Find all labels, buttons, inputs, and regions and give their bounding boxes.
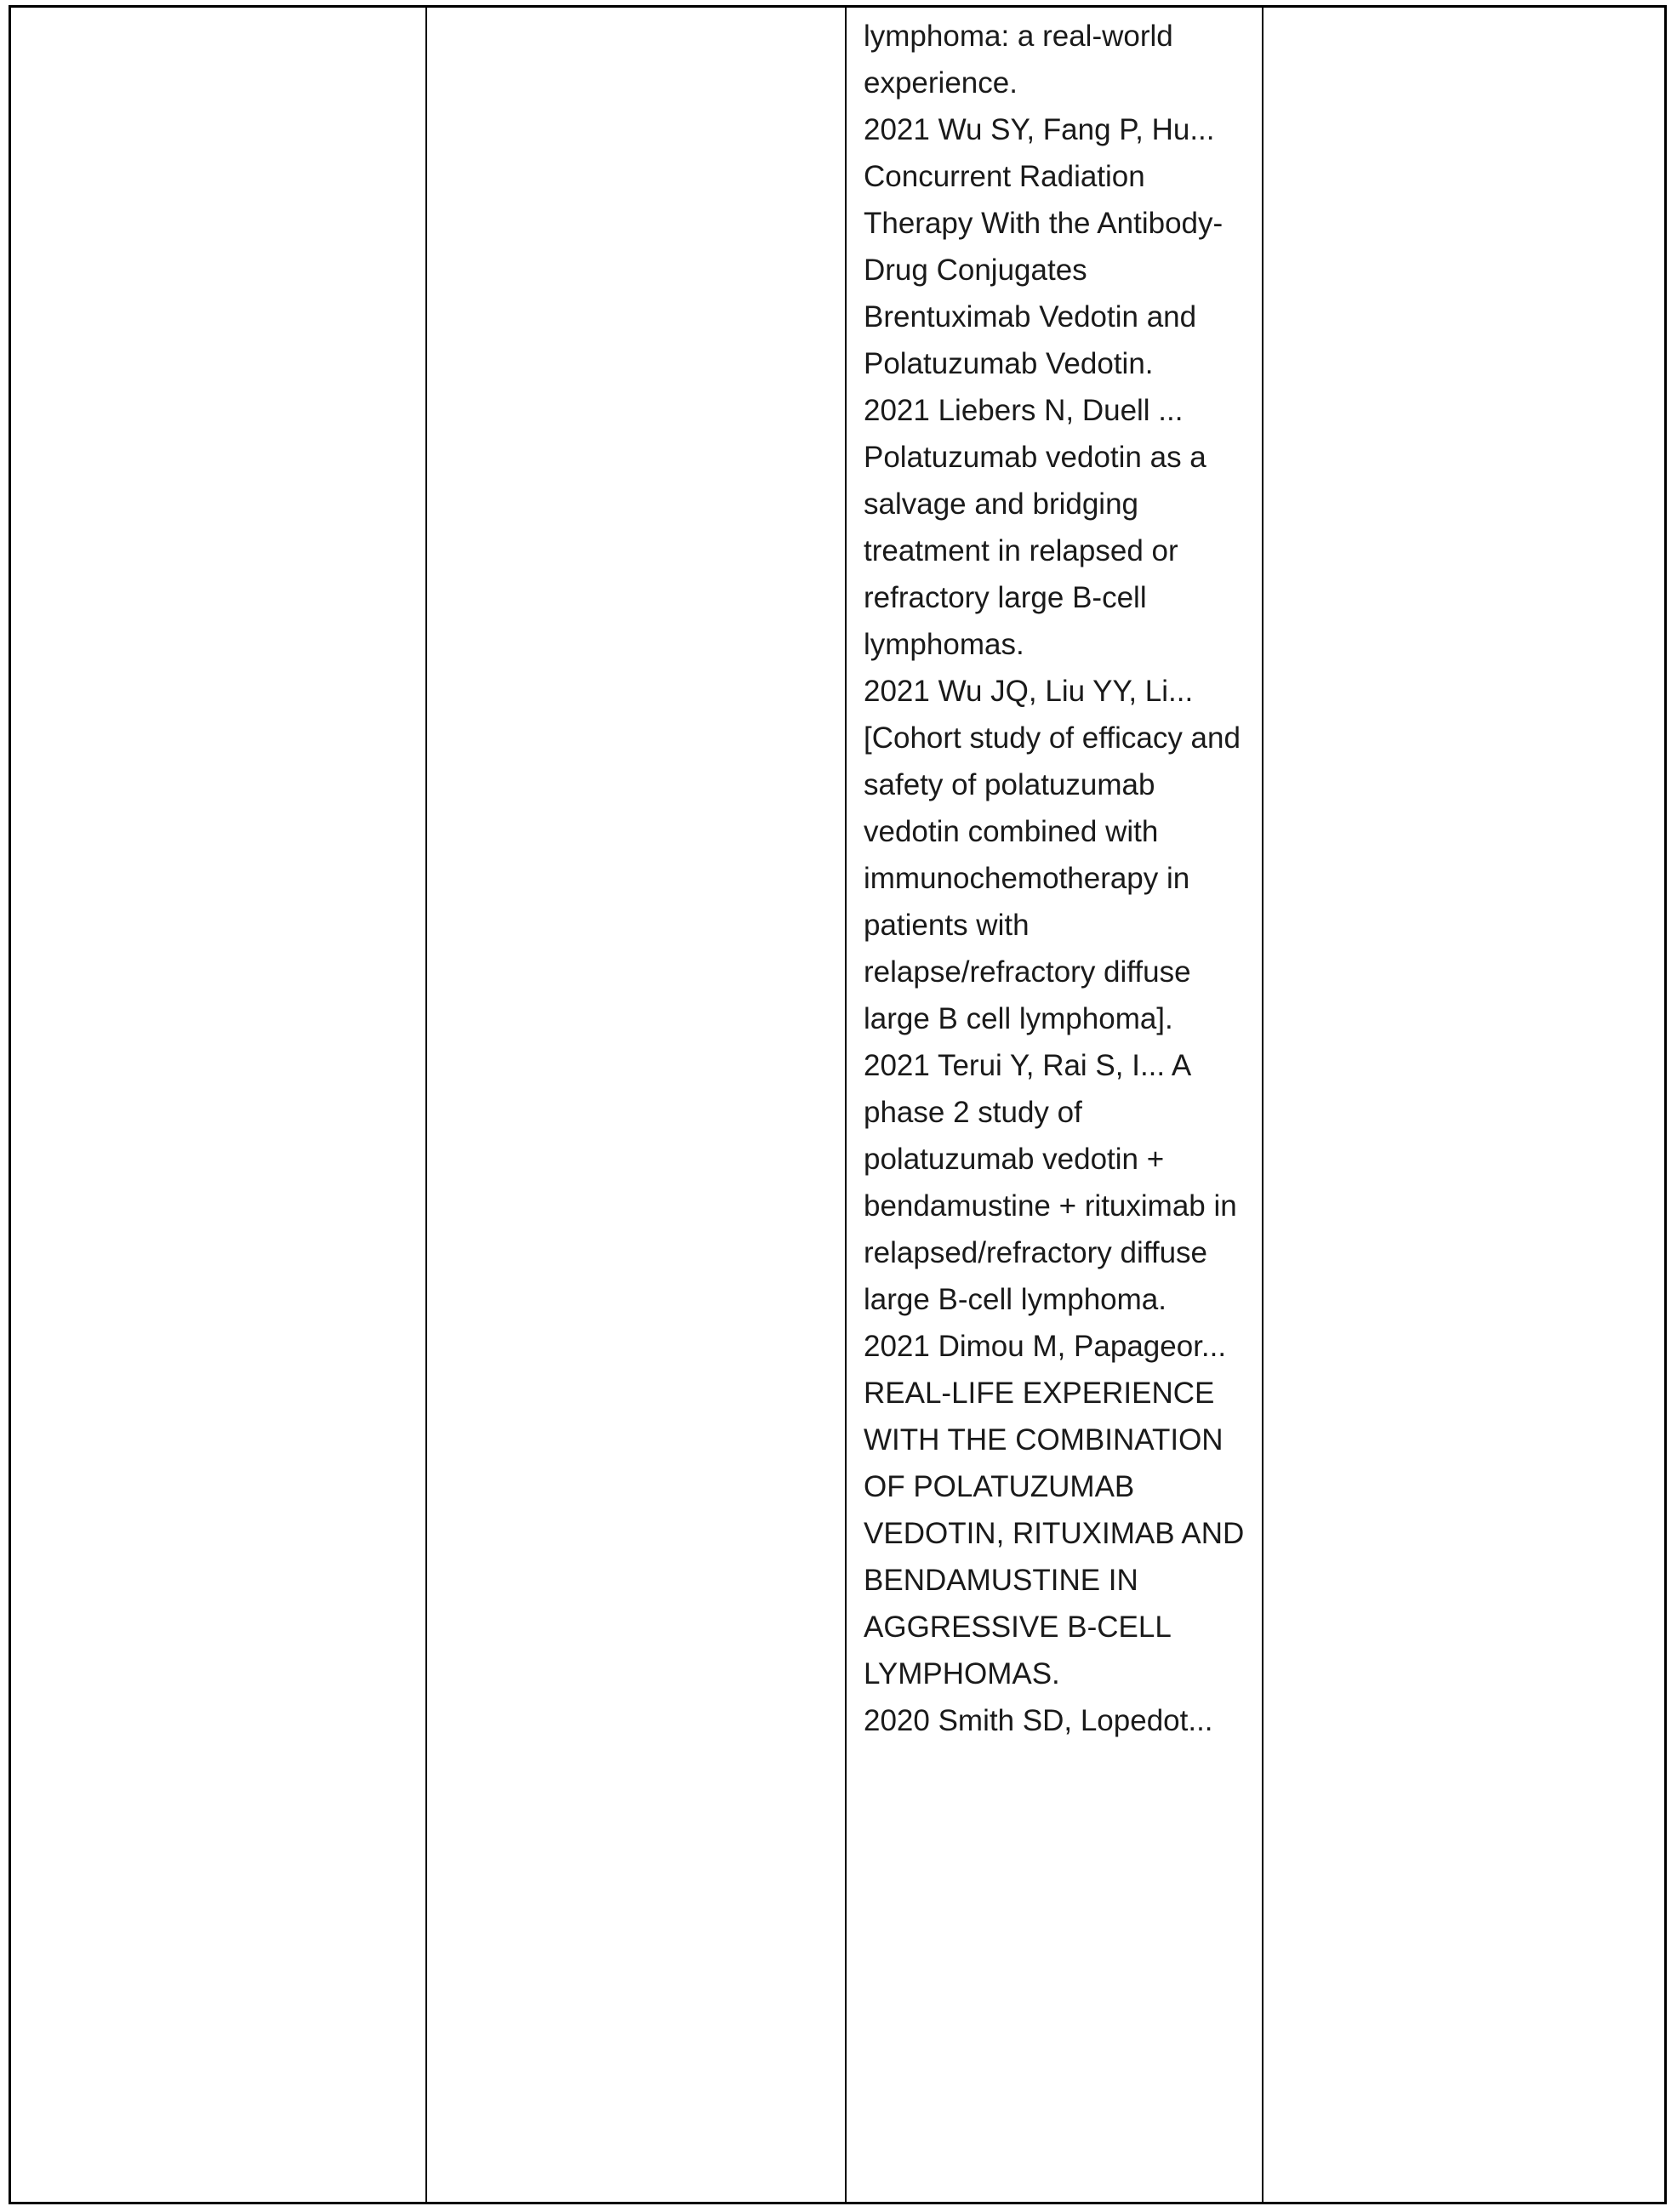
citation-entry: 2021 Wu SY, Fang P, Hu... Concurrent Radiation Therapy With the Antibody-Drug Conjugates Brentuximab Vedotin and Polatuzumab Vedotin. <box>864 113 1224 380</box>
citation-entry: 2020 Smith SD, Lopedot... <box>864 1704 1213 1737</box>
citation-entry: 2021 Dimou M, Papageor... REAL-LIFE EXPERIENCE WITH THE COMBINATION OF POLATUZUMAB VEDOTIN, RITUXIMAB AND BENDAMUSTINE IN AGGRESSIVE B-CELL LYMPHOMAS. <box>864 1330 1245 1690</box>
table-cell-empty-2 <box>425 8 845 2202</box>
citation-entry: lymphoma: a real-world experience. <box>864 20 1173 100</box>
citation-entry: 2021 Terui Y, Rai S, I... A phase 2 study of polatuzumab vedotin + bendamustine + rituximab in relapsed/refractory diffuse large B-cell lymphoma. <box>864 1049 1237 1316</box>
table-cell-citations <box>845 8 1262 2202</box>
citation-entry: 2021 Liebers N, Duell ... Polatuzumab vedotin as a salvage and bridging treatment in relapsed or refractory large B-cell lymphomas. <box>864 394 1206 661</box>
citation-entry: 2021 Wu JQ, Liu YY, Li... [Cohort study of efficacy and safety of polatuzumab vedotin combined with immunochemotherapy in patients with relapse/refractory diffuse large B cell lymphoma]. <box>864 675 1241 1035</box>
table-cell-empty-1 <box>11 8 425 2202</box>
table-cell-empty-4 <box>1262 8 1664 2202</box>
citations-table <box>9 5 1667 2204</box>
